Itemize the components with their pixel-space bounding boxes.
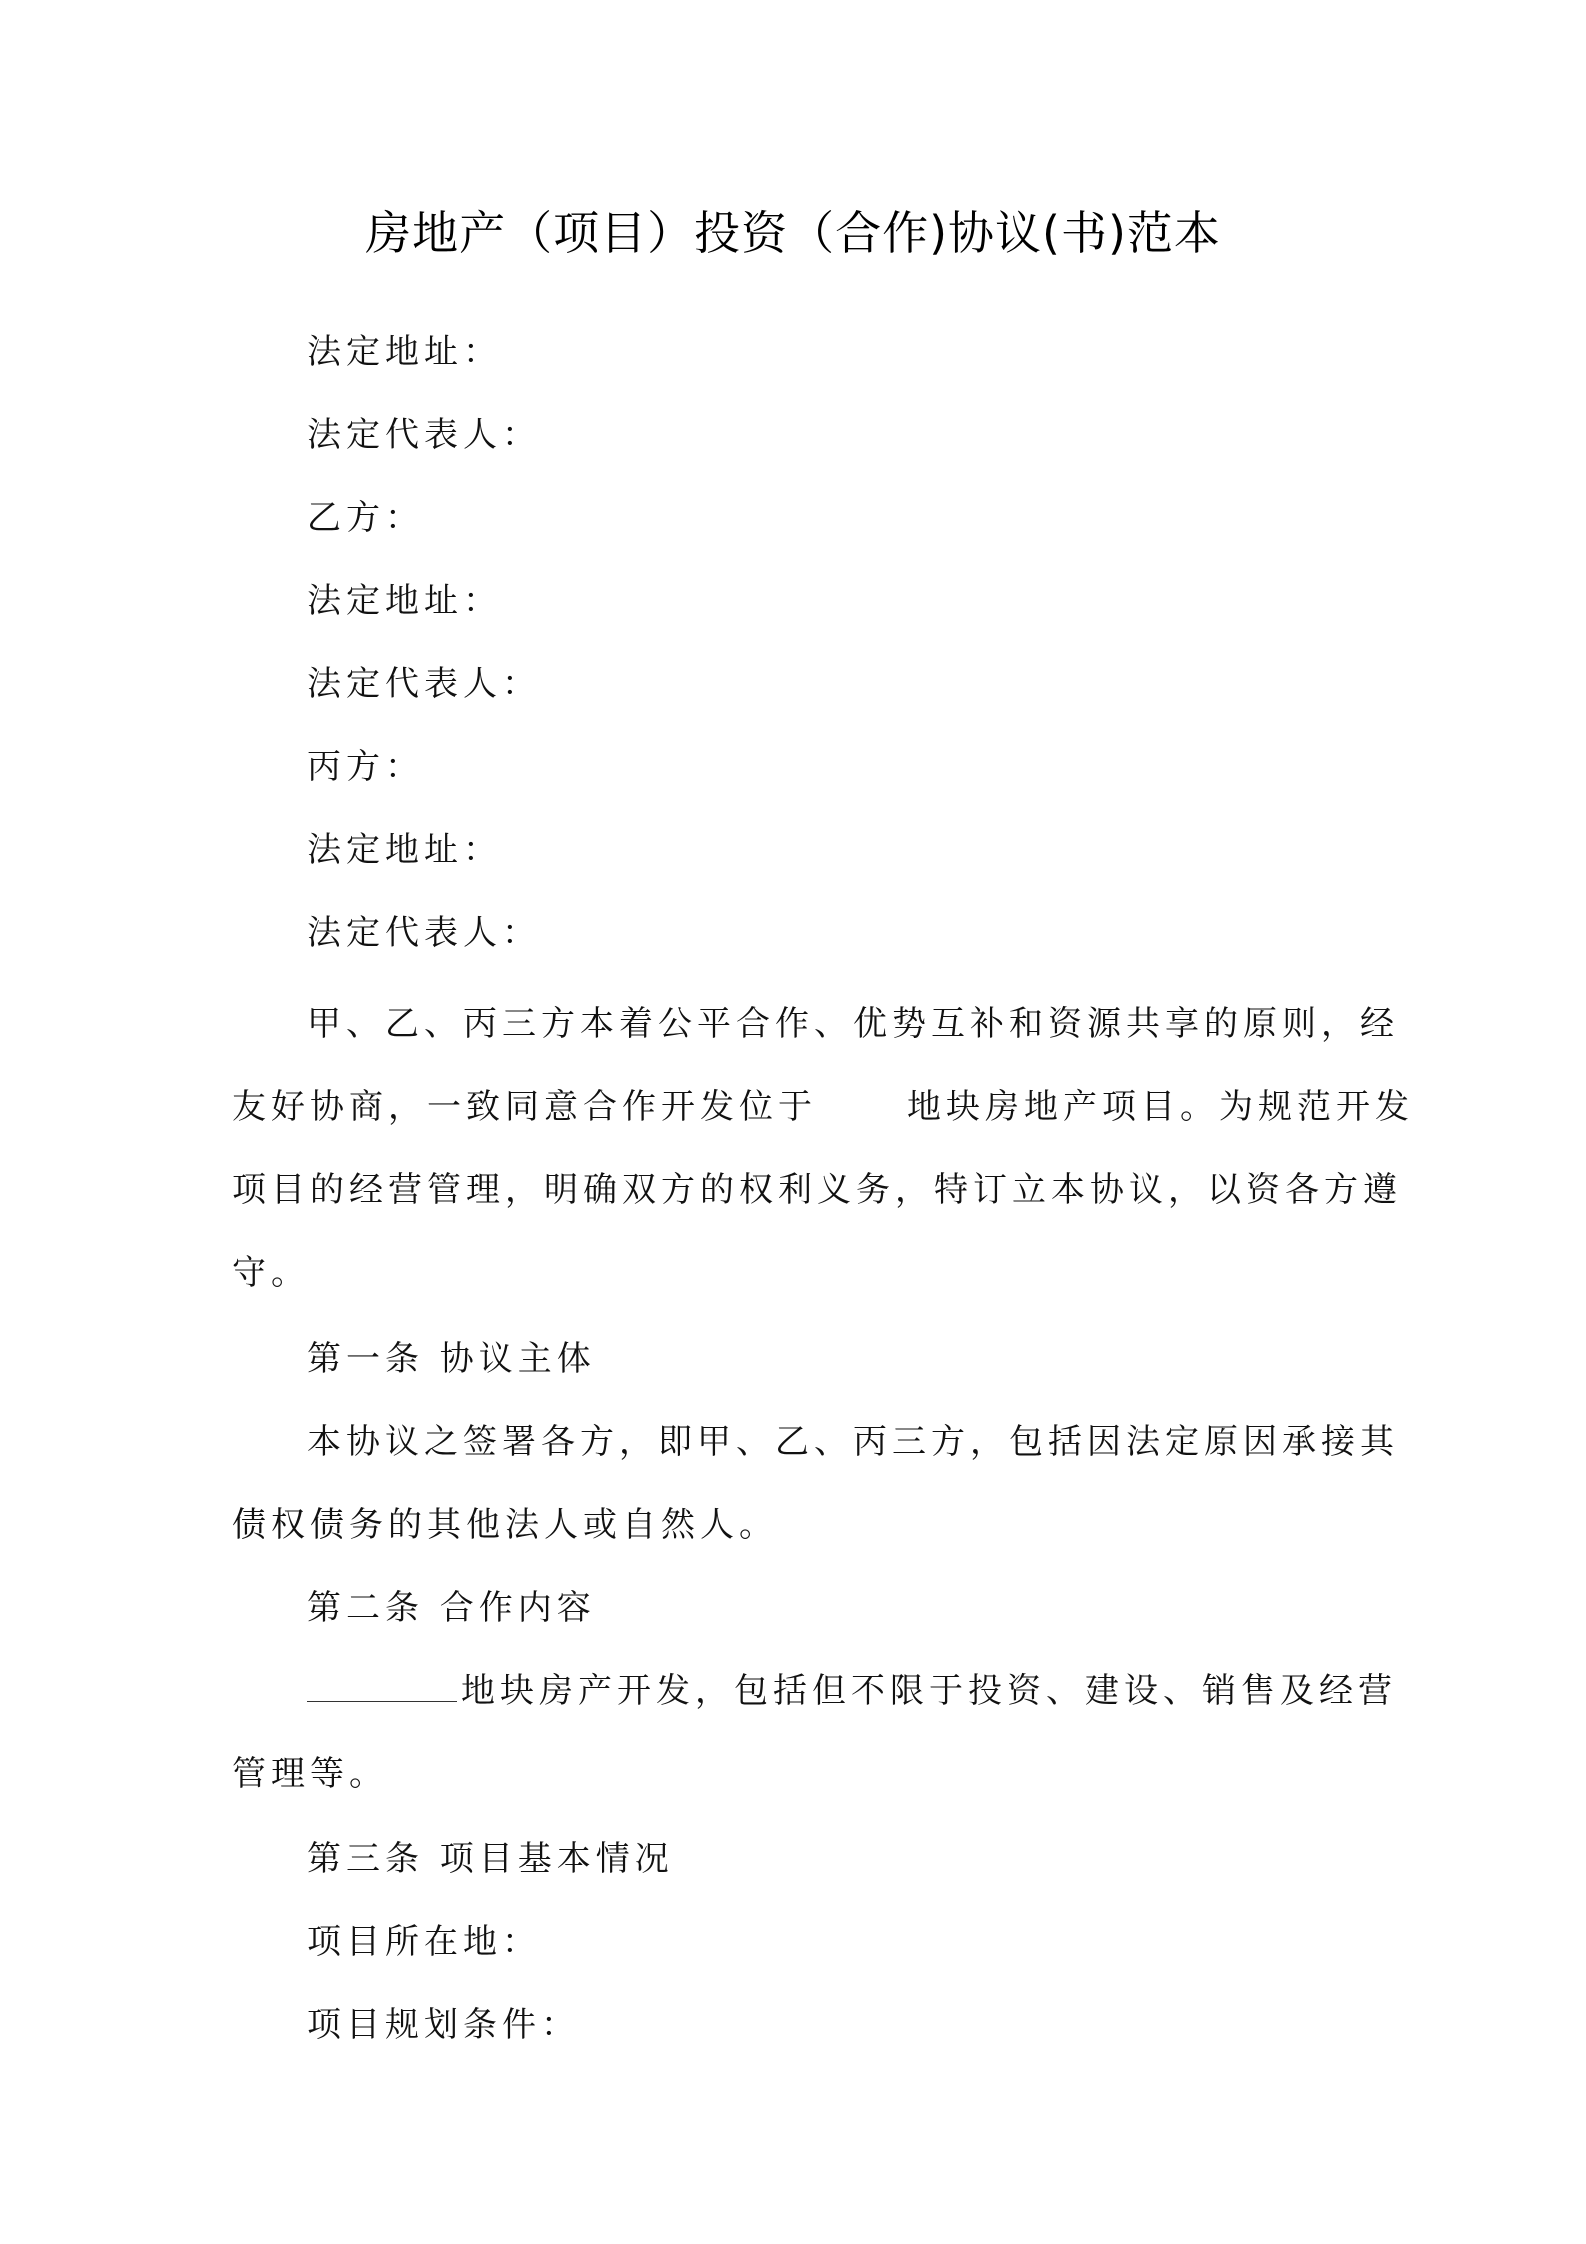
preamble-line-4: 守。 [232,1253,310,1293]
article-2-line-1 [307,1671,1397,1711]
project-location-label: 项目所在地： [307,1922,541,1962]
preamble-line-2-before: 友好协商，一致同意合作开发位于 [232,1087,817,1127]
article-2-line-2: 管理等。 [232,1754,388,1794]
article-2-line-1-text: 地块房产开发，包括但不限于投资、建设、销售及经营 [461,1671,1397,1711]
project-planning-label: 项目规划条件： [307,2005,580,2045]
party-c-label: 丙方： [307,747,424,787]
fill-in-blank-underline [307,1671,457,1702]
party-c-address-label: 法定地址： [307,830,502,870]
article-3-heading: 第三条 项目基本情况 [307,1839,674,1879]
party-a-representative-label: 法定代表人： [307,415,541,455]
preamble-line-2-after: 地块房地产项目。为规范开发 [907,1087,1414,1127]
party-b-address-label: 法定地址： [307,581,502,621]
article-1-heading: 第一条 协议主体 [307,1339,596,1379]
preamble-line-2 [232,1087,1414,1127]
preamble-line-3: 项目的经营管理，明确双方的权利义务，特订立本协议，以资各方遵 [232,1170,1402,1210]
party-b-representative-label: 法定代表人： [307,664,541,704]
party-c-representative-label: 法定代表人： [307,913,541,953]
party-a-address-label: 法定地址： [307,332,502,372]
document-title: 房地产（项目）投资（合作)协议(书)范本 [365,206,1221,260]
article-1-line-1: 本协议之签署各方，即甲、乙、丙三方，包括因法定原因承接其 [307,1422,1399,1462]
preamble-line-1: 甲、乙、丙三方本着公平合作、优势互补和资源共享的原则，经 [307,1004,1399,1044]
party-b-label: 乙方： [307,498,424,538]
article-2-heading: 第二条 合作内容 [307,1588,596,1628]
article-1-line-2: 债权债务的其他法人或自然人。 [232,1505,778,1545]
